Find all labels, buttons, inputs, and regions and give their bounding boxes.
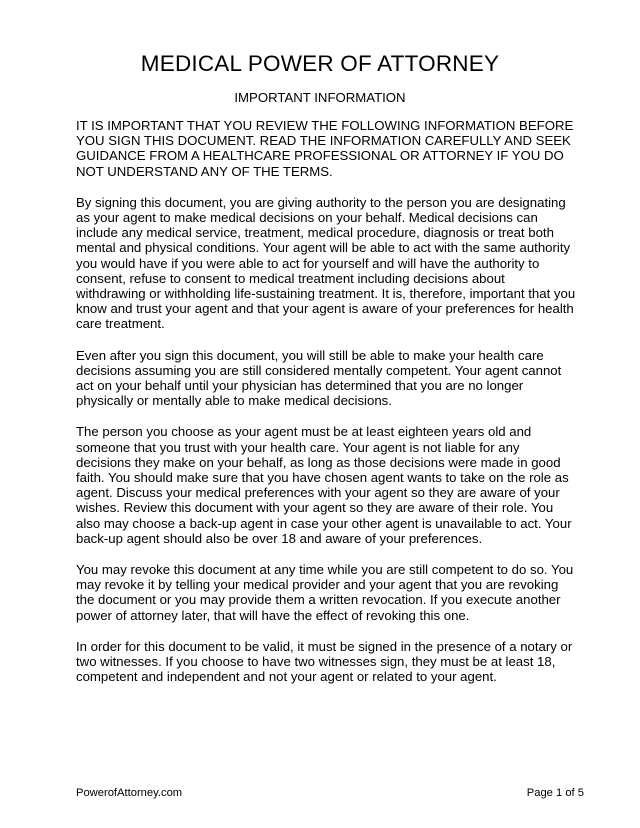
footer-page-number: Page 1 of 5: [526, 787, 584, 799]
section-subtitle: IMPORTANT INFORMATION: [234, 90, 406, 105]
paragraph-authority: By signing this document, you are giving authority to the person you are designating as your agent to make medical decisions on your behalf. Medical decisions can include any medical service, treatment, medical procedure, diagnosis or treat both mental and physical conditions. Your agent will be able to act with the same authority you would have if you were able to act for yourself and will have the authority to consent, refuse to consent to medical treatment including decisions about withdrawing or withholding life-sustaining treatment. It is, therefore, important that you know and trust your agent and that your agent is aware of your preferences for health care treatment.: [76, 194, 576, 332]
paragraph-agent-choice: The person you choose as your agent must be at least eighteen years old and someone that you trust with your health care. Your agent is not liable for any decisions they make on your behalf, as long as those decisions were made in good faith. You should make sure that you have chosen agent wants to take on the role as agent. Discuss your medical preferences with your agent so they are aware of your wishes. Review this document with your agent so they are aware of their role. You also may choose a back-up agent in case your other agent is unavailable to act. Your back-up agent should also be over 18 and aware of your preferences.: [76, 424, 572, 546]
paragraph-revocation: You may revoke this document at any time while you are still competent to do so. You may revoke it by telling your medical provider and your agent that you are revoking the document or you may provide them a written revocation. If you execute another power of attorney later, that will have the effect of revoking this one.: [76, 562, 574, 623]
document-body: [76, 118, 576, 701]
paragraph-competence: Even after you sign this document, you will still be able to make your health care decisions assuming you are still considered mentally competent. Your agent cannot act on your behalf until your physician has determined that you are no longer physically or mentally able to make medical decisions.: [76, 347, 562, 409]
document-title: MEDICAL POWER OF ATTORNEY: [140, 51, 500, 76]
paragraph-warning: IT IS IMPORTANT THAT YOU REVIEW THE FOLLOWING INFORMATION BEFORE YOU SIGN THIS DOCUMENT. READ THE INFORMATION CAREFULLY AND SEEK GUIDANCE FROM A HEALTHCARE PROFESSIONAL OR ATTORNEY IF YOU DO NOT UNDERSTAND ANY OF THE TERMS.: [76, 118, 574, 179]
footer-source: PowerofAttorney.com: [76, 787, 183, 799]
paragraph-validity: In order for this document to be valid, it must be signed in the presence of a notary or two witnesses. If you choose to have two witnesses sign, they must be at least 18, competent and independent and not your agent or related to your agent.: [76, 638, 573, 685]
